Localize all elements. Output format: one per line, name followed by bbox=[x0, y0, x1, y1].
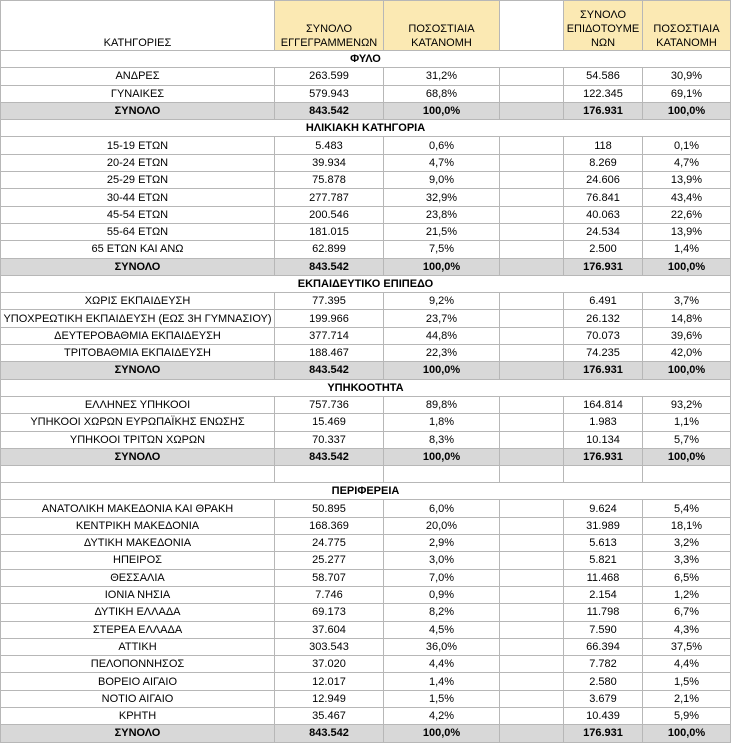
row-label: ΗΠΕΙΡΟΣ bbox=[1, 552, 275, 569]
subsidized-cell: 40.063 bbox=[564, 206, 643, 223]
percent-registered-cell: 100,0% bbox=[384, 362, 500, 379]
percent-registered-cell: 7,5% bbox=[384, 241, 500, 258]
subsidized-cell: 6.491 bbox=[564, 293, 643, 310]
subsidized-cell: 3.679 bbox=[564, 690, 643, 707]
blank-cell bbox=[500, 241, 564, 258]
percent-registered-cell: 4,4% bbox=[384, 656, 500, 673]
percent-registered-cell: 89,8% bbox=[384, 396, 500, 413]
row-label: ΤΡΙΤΟΒΑΘΜΙΑ ΕΚΠΑΙΔΕΥΣΗ bbox=[1, 345, 275, 362]
blank-cell bbox=[500, 535, 564, 552]
subsidized-cell: 2.154 bbox=[564, 586, 643, 603]
table-row bbox=[1, 327, 731, 344]
registered-cell: 39.934 bbox=[275, 154, 384, 171]
subsidized-cell: 31.989 bbox=[564, 517, 643, 534]
table-row bbox=[1, 310, 731, 327]
spacer-cell bbox=[500, 466, 564, 483]
percent-subsidized-cell: 13,9% bbox=[643, 223, 731, 240]
percent-registered-cell: 36,0% bbox=[384, 638, 500, 655]
row-label: 55-64 ΕΤΩΝ bbox=[1, 223, 275, 240]
header-row bbox=[1, 1, 731, 51]
registered-cell: 579.943 bbox=[275, 85, 384, 102]
blank-cell bbox=[500, 431, 564, 448]
percent-registered-cell: 1,4% bbox=[384, 673, 500, 690]
percent-subsidized-cell: 6,5% bbox=[643, 569, 731, 586]
subsidized-cell: 176.931 bbox=[564, 102, 643, 119]
percent-registered-cell: 100,0% bbox=[384, 448, 500, 465]
row-label: ΣΤΕΡΕΑ ΕΛΛΑΔΑ bbox=[1, 621, 275, 638]
subsidized-cell: 26.132 bbox=[564, 310, 643, 327]
subsidized-cell: 176.931 bbox=[564, 258, 643, 275]
spacer-cell bbox=[1, 466, 275, 483]
table-row bbox=[1, 707, 731, 724]
percent-registered-cell: 68,8% bbox=[384, 85, 500, 102]
subsidized-cell: 1.983 bbox=[564, 414, 643, 431]
spacer-cell bbox=[564, 466, 643, 483]
section-title: ΦΥΛΟ bbox=[1, 51, 731, 68]
total-row bbox=[1, 725, 731, 742]
percent-subsidized-cell: 39,6% bbox=[643, 327, 731, 344]
blank-cell bbox=[500, 414, 564, 431]
blank-cell bbox=[500, 223, 564, 240]
percent-registered-cell: 21,5% bbox=[384, 223, 500, 240]
table-row bbox=[1, 189, 731, 206]
registered-cell: 843.542 bbox=[275, 362, 384, 379]
percent-subsidized-cell: 1,5% bbox=[643, 673, 731, 690]
registered-cell: 62.899 bbox=[275, 241, 384, 258]
subsidized-cell: 54.586 bbox=[564, 68, 643, 85]
blank-cell bbox=[500, 154, 564, 171]
row-label: ΙΟΝΙΑ ΝΗΣΙΑ bbox=[1, 586, 275, 603]
subsidized-cell: 8.269 bbox=[564, 154, 643, 171]
header-percent-subsidized: ΠΟΣΟΣΤΙΑΙΑ ΚΑΤΑΝΟΜΗ bbox=[643, 1, 731, 51]
percent-registered-cell: 9,0% bbox=[384, 172, 500, 189]
table-row bbox=[1, 206, 731, 223]
blank-cell bbox=[500, 396, 564, 413]
total-row bbox=[1, 448, 731, 465]
total-row bbox=[1, 102, 731, 119]
table-row bbox=[1, 431, 731, 448]
row-label: 15-19 ΕΤΩΝ bbox=[1, 137, 275, 154]
row-label: ΑΝΑΤΟΛΙΚΗ ΜΑΚΕΔΟΝΙΑ ΚΑΙ ΘΡΑΚΗ bbox=[1, 500, 275, 517]
row-label: ΥΠΗΚΟΟΙ ΤΡΙΤΩΝ ΧΩΡΩΝ bbox=[1, 431, 275, 448]
registered-cell: 25.277 bbox=[275, 552, 384, 569]
percent-registered-cell: 8,2% bbox=[384, 604, 500, 621]
table-row bbox=[1, 85, 731, 102]
percent-registered-cell: 1,8% bbox=[384, 414, 500, 431]
percent-registered-cell: 4,5% bbox=[384, 621, 500, 638]
section-title: ΠΕΡΙΦΕΡΕΙΑ bbox=[1, 483, 731, 500]
row-label: ΣΥΝΟΛΟ bbox=[1, 725, 275, 742]
section-title: ΕΚΠΑΙΔΕΥΤΙΚΟ ΕΠΙΠΕΔΟ bbox=[1, 275, 731, 292]
table-row bbox=[1, 535, 731, 552]
row-label: ΣΥΝΟΛΟ bbox=[1, 258, 275, 275]
registered-cell: 277.787 bbox=[275, 189, 384, 206]
blank-cell bbox=[500, 707, 564, 724]
percent-subsidized-cell: 100,0% bbox=[643, 102, 731, 119]
subsidized-cell: 11.468 bbox=[564, 569, 643, 586]
spacer-cell bbox=[384, 466, 500, 483]
blank-cell bbox=[500, 85, 564, 102]
header-percent-registered: ΠΟΣΟΣΤΙΑΙΑ ΚΑΤΑΝΟΜΗ bbox=[384, 1, 500, 51]
spacer-cell bbox=[643, 466, 731, 483]
subsidized-cell: 70.073 bbox=[564, 327, 643, 344]
row-label: ΑΤΤΙΚΗ bbox=[1, 638, 275, 655]
percent-subsidized-cell: 42,0% bbox=[643, 345, 731, 362]
table-row bbox=[1, 621, 731, 638]
percent-subsidized-cell: 1,1% bbox=[643, 414, 731, 431]
percent-registered-cell: 8,3% bbox=[384, 431, 500, 448]
percent-subsidized-cell: 5,4% bbox=[643, 500, 731, 517]
row-label: ΣΥΝΟΛΟ bbox=[1, 448, 275, 465]
subsidized-cell: 164.814 bbox=[564, 396, 643, 413]
table-row bbox=[1, 172, 731, 189]
percent-registered-cell: 0,6% bbox=[384, 137, 500, 154]
subsidized-cell: 122.345 bbox=[564, 85, 643, 102]
subsidized-cell: 9.624 bbox=[564, 500, 643, 517]
blank-cell bbox=[500, 552, 564, 569]
row-label: ΠΕΛΟΠΟΝΝΗΣΟΣ bbox=[1, 656, 275, 673]
percent-subsidized-cell: 0,1% bbox=[643, 137, 731, 154]
percent-subsidized-cell: 100,0% bbox=[643, 725, 731, 742]
percent-registered-cell: 6,0% bbox=[384, 500, 500, 517]
row-label: 65 ΕΤΩΝ ΚΑΙ ΑΝΩ bbox=[1, 241, 275, 258]
subsidized-cell: 7.590 bbox=[564, 621, 643, 638]
registered-cell: 58.707 bbox=[275, 569, 384, 586]
table-row bbox=[1, 137, 731, 154]
registered-cell: 15.469 bbox=[275, 414, 384, 431]
registered-cell: 35.467 bbox=[275, 707, 384, 724]
percent-subsidized-cell: 1,2% bbox=[643, 586, 731, 603]
row-label: ΔΥΤΙΚΗ ΜΑΚΕΔΟΝΙΑ bbox=[1, 535, 275, 552]
percent-subsidized-cell: 100,0% bbox=[643, 448, 731, 465]
blank-cell bbox=[500, 327, 564, 344]
percent-registered-cell: 32,9% bbox=[384, 189, 500, 206]
percent-subsidized-cell: 3,2% bbox=[643, 535, 731, 552]
blank-cell bbox=[500, 258, 564, 275]
registered-cell: 168.369 bbox=[275, 517, 384, 534]
blank-cell bbox=[500, 673, 564, 690]
total-row bbox=[1, 362, 731, 379]
registered-cell: 199.966 bbox=[275, 310, 384, 327]
blank-cell bbox=[500, 189, 564, 206]
section-title: ΗΛΙΚΙΑΚΗ ΚΑΤΗΓΟΡΙΑ bbox=[1, 120, 731, 137]
registered-cell: 12.949 bbox=[275, 690, 384, 707]
registered-cell: 757.736 bbox=[275, 396, 384, 413]
percent-registered-cell: 4,2% bbox=[384, 707, 500, 724]
row-label: ΔΕΥΤΕΡΟΒΑΘΜΙΑ ΕΚΠΑΙΔΕΥΣΗ bbox=[1, 327, 275, 344]
table-row bbox=[1, 604, 731, 621]
registered-cell: 50.895 bbox=[275, 500, 384, 517]
percent-subsidized-cell: 3,3% bbox=[643, 552, 731, 569]
section-header-row bbox=[1, 379, 731, 396]
registered-cell: 24.775 bbox=[275, 535, 384, 552]
subsidized-cell: 66.394 bbox=[564, 638, 643, 655]
percent-registered-cell: 4,7% bbox=[384, 154, 500, 171]
percent-subsidized-cell: 37,5% bbox=[643, 638, 731, 655]
percent-subsidized-cell: 100,0% bbox=[643, 258, 731, 275]
row-label: ΕΛΛΗΝΕΣ ΥΠΗΚΟΟΙ bbox=[1, 396, 275, 413]
percent-subsidized-cell: 5,9% bbox=[643, 707, 731, 724]
registered-cell: 843.542 bbox=[275, 725, 384, 742]
percent-subsidized-cell: 13,9% bbox=[643, 172, 731, 189]
percent-registered-cell: 2,9% bbox=[384, 535, 500, 552]
row-label: ΓΥΝΑΙΚΕΣ bbox=[1, 85, 275, 102]
percent-subsidized-cell: 4,3% bbox=[643, 621, 731, 638]
subsidized-cell: 176.931 bbox=[564, 448, 643, 465]
table-row bbox=[1, 690, 731, 707]
row-label: 20-24 ΕΤΩΝ bbox=[1, 154, 275, 171]
blank-cell bbox=[500, 206, 564, 223]
row-label: ΚΡΗΤΗ bbox=[1, 707, 275, 724]
subsidized-cell: 24.534 bbox=[564, 223, 643, 240]
subsidized-cell: 118 bbox=[564, 137, 643, 154]
registered-cell: 37.604 bbox=[275, 621, 384, 638]
table-row bbox=[1, 638, 731, 655]
registered-cell: 5.483 bbox=[275, 137, 384, 154]
row-label: 30-44 ΕΤΩΝ bbox=[1, 189, 275, 206]
percent-subsidized-cell: 30,9% bbox=[643, 68, 731, 85]
blank-cell bbox=[500, 102, 564, 119]
percent-subsidized-cell: 1,4% bbox=[643, 241, 731, 258]
blank-cell bbox=[500, 293, 564, 310]
blank-cell bbox=[500, 725, 564, 742]
row-label: ΥΠΗΚΟΟΙ ΧΩΡΩΝ ΕΥΡΩΠΑΪΚΗΣ ΕΝΩΣΗΣ bbox=[1, 414, 275, 431]
percent-subsidized-cell: 4,4% bbox=[643, 656, 731, 673]
row-label: ΝΟΤΙΟ ΑΙΓΑΙΟ bbox=[1, 690, 275, 707]
percent-registered-cell: 31,2% bbox=[384, 68, 500, 85]
percent-registered-cell: 22,3% bbox=[384, 345, 500, 362]
table-row bbox=[1, 154, 731, 171]
row-label: ΚΕΝΤΡΙΚΗ ΜΑΚΕΔΟΝΙΑ bbox=[1, 517, 275, 534]
table-row bbox=[1, 223, 731, 240]
blank-cell bbox=[500, 621, 564, 638]
row-label: ΒΟΡΕΙΟ ΑΙΓΑΙΟ bbox=[1, 673, 275, 690]
section-title: ΥΠΗΚΟΟΤΗΤΑ bbox=[1, 379, 731, 396]
percent-subsidized-cell: 43,4% bbox=[643, 189, 731, 206]
table-row bbox=[1, 293, 731, 310]
table-row bbox=[1, 552, 731, 569]
table-row bbox=[1, 68, 731, 85]
subsidized-cell: 176.931 bbox=[564, 362, 643, 379]
spacer-cell bbox=[275, 466, 384, 483]
percent-registered-cell: 100,0% bbox=[384, 725, 500, 742]
spacer-row bbox=[1, 466, 731, 483]
table-row bbox=[1, 345, 731, 362]
percent-subsidized-cell: 93,2% bbox=[643, 396, 731, 413]
subsidized-cell: 10.134 bbox=[564, 431, 643, 448]
blank-cell bbox=[500, 345, 564, 362]
registered-cell: 263.599 bbox=[275, 68, 384, 85]
registered-cell: 303.543 bbox=[275, 638, 384, 655]
table-row bbox=[1, 569, 731, 586]
registered-cell: 7.746 bbox=[275, 586, 384, 603]
registered-cell: 37.020 bbox=[275, 656, 384, 673]
registered-cell: 69.173 bbox=[275, 604, 384, 621]
registered-cell: 843.542 bbox=[275, 448, 384, 465]
subsidized-cell: 74.235 bbox=[564, 345, 643, 362]
percent-registered-cell: 20,0% bbox=[384, 517, 500, 534]
registered-cell: 181.015 bbox=[275, 223, 384, 240]
percent-registered-cell: 9,2% bbox=[384, 293, 500, 310]
percent-registered-cell: 1,5% bbox=[384, 690, 500, 707]
percent-registered-cell: 0,9% bbox=[384, 586, 500, 603]
blank-cell bbox=[500, 656, 564, 673]
registered-cell: 843.542 bbox=[275, 102, 384, 119]
registered-cell: 200.546 bbox=[275, 206, 384, 223]
table-row bbox=[1, 396, 731, 413]
registered-cell: 75.878 bbox=[275, 172, 384, 189]
blank-cell bbox=[500, 137, 564, 154]
percent-registered-cell: 3,0% bbox=[384, 552, 500, 569]
row-label: ΑΝΔΡΕΣ bbox=[1, 68, 275, 85]
blank-cell bbox=[500, 448, 564, 465]
table-row bbox=[1, 586, 731, 603]
subsidized-cell: 10.439 bbox=[564, 707, 643, 724]
percent-registered-cell: 100,0% bbox=[384, 102, 500, 119]
total-row bbox=[1, 258, 731, 275]
table-row bbox=[1, 500, 731, 517]
registered-cell: 70.337 bbox=[275, 431, 384, 448]
blank-cell bbox=[500, 310, 564, 327]
registered-cell: 843.542 bbox=[275, 258, 384, 275]
blank-cell bbox=[500, 500, 564, 517]
row-label: ΥΠΟΧΡΕΩΤΙΚΗ ΕΚΠΑΙΔΕΥΣΗ (ΕΩΣ 3Η ΓΥΜΝΑΣΙΟΥ) bbox=[1, 310, 275, 327]
table-row bbox=[1, 673, 731, 690]
registered-cell: 188.467 bbox=[275, 345, 384, 362]
header-blank bbox=[500, 1, 564, 51]
blank-cell bbox=[500, 517, 564, 534]
table-row bbox=[1, 517, 731, 534]
subsidized-cell: 5.613 bbox=[564, 535, 643, 552]
section-header-row bbox=[1, 483, 731, 500]
blank-cell bbox=[500, 362, 564, 379]
subsidized-cell: 11.798 bbox=[564, 604, 643, 621]
percent-registered-cell: 7,0% bbox=[384, 569, 500, 586]
row-label: ΣΥΝΟΛΟ bbox=[1, 102, 275, 119]
percent-registered-cell: 23,7% bbox=[384, 310, 500, 327]
percent-subsidized-cell: 14,8% bbox=[643, 310, 731, 327]
blank-cell bbox=[500, 569, 564, 586]
table-row bbox=[1, 414, 731, 431]
row-label: ΔΥΤΙΚΗ ΕΛΛΑΔΑ bbox=[1, 604, 275, 621]
percent-subsidized-cell: 3,7% bbox=[643, 293, 731, 310]
row-label: ΘΕΣΣΑΛΙΑ bbox=[1, 569, 275, 586]
table-row bbox=[1, 656, 731, 673]
registered-cell: 377.714 bbox=[275, 327, 384, 344]
section-header-row bbox=[1, 275, 731, 292]
row-label: ΧΩΡΙΣ ΕΚΠΑΙΔΕΥΣΗ bbox=[1, 293, 275, 310]
row-label: ΣΥΝΟΛΟ bbox=[1, 362, 275, 379]
percent-subsidized-cell: 69,1% bbox=[643, 85, 731, 102]
blank-cell bbox=[500, 690, 564, 707]
blank-cell bbox=[500, 586, 564, 603]
header-subsidized: ΣΥΝΟΛΟ ΕΠΙΔΟΤΟΥΜΕ ΝΩΝ bbox=[564, 1, 643, 51]
row-label: 25-29 ΕΤΩΝ bbox=[1, 172, 275, 189]
subsidized-cell: 5.821 bbox=[564, 552, 643, 569]
percent-subsidized-cell: 18,1% bbox=[643, 517, 731, 534]
blank-cell bbox=[500, 68, 564, 85]
percent-subsidized-cell: 4,7% bbox=[643, 154, 731, 171]
blank-cell bbox=[500, 172, 564, 189]
subsidized-cell: 76.841 bbox=[564, 189, 643, 206]
table-row bbox=[1, 241, 731, 258]
blank-cell bbox=[500, 638, 564, 655]
subsidized-cell: 2.580 bbox=[564, 673, 643, 690]
subsidized-cell: 7.782 bbox=[564, 656, 643, 673]
percent-subsidized-cell: 100,0% bbox=[643, 362, 731, 379]
header-categories: ΚΑΤΗΓΟΡΙΕΣ bbox=[1, 1, 275, 51]
percent-subsidized-cell: 2,1% bbox=[643, 690, 731, 707]
percent-subsidized-cell: 22,6% bbox=[643, 206, 731, 223]
section-header-row bbox=[1, 120, 731, 137]
subsidized-cell: 176.931 bbox=[564, 725, 643, 742]
subsidized-cell: 24.606 bbox=[564, 172, 643, 189]
section-header-row bbox=[1, 51, 731, 68]
blank-cell bbox=[500, 604, 564, 621]
row-label: 45-54 ΕΤΩΝ bbox=[1, 206, 275, 223]
percent-subsidized-cell: 5,7% bbox=[643, 431, 731, 448]
percent-registered-cell: 44,8% bbox=[384, 327, 500, 344]
header-registered: ΣΥΝΟΛΟ ΕΓΓΕΓΡΑΜΜΕΝΩΝ bbox=[275, 1, 384, 51]
percent-registered-cell: 100,0% bbox=[384, 258, 500, 275]
registered-cell: 12.017 bbox=[275, 673, 384, 690]
registered-cell: 77.395 bbox=[275, 293, 384, 310]
percent-registered-cell: 23,8% bbox=[384, 206, 500, 223]
percent-subsidized-cell: 6,7% bbox=[643, 604, 731, 621]
subsidized-cell: 2.500 bbox=[564, 241, 643, 258]
